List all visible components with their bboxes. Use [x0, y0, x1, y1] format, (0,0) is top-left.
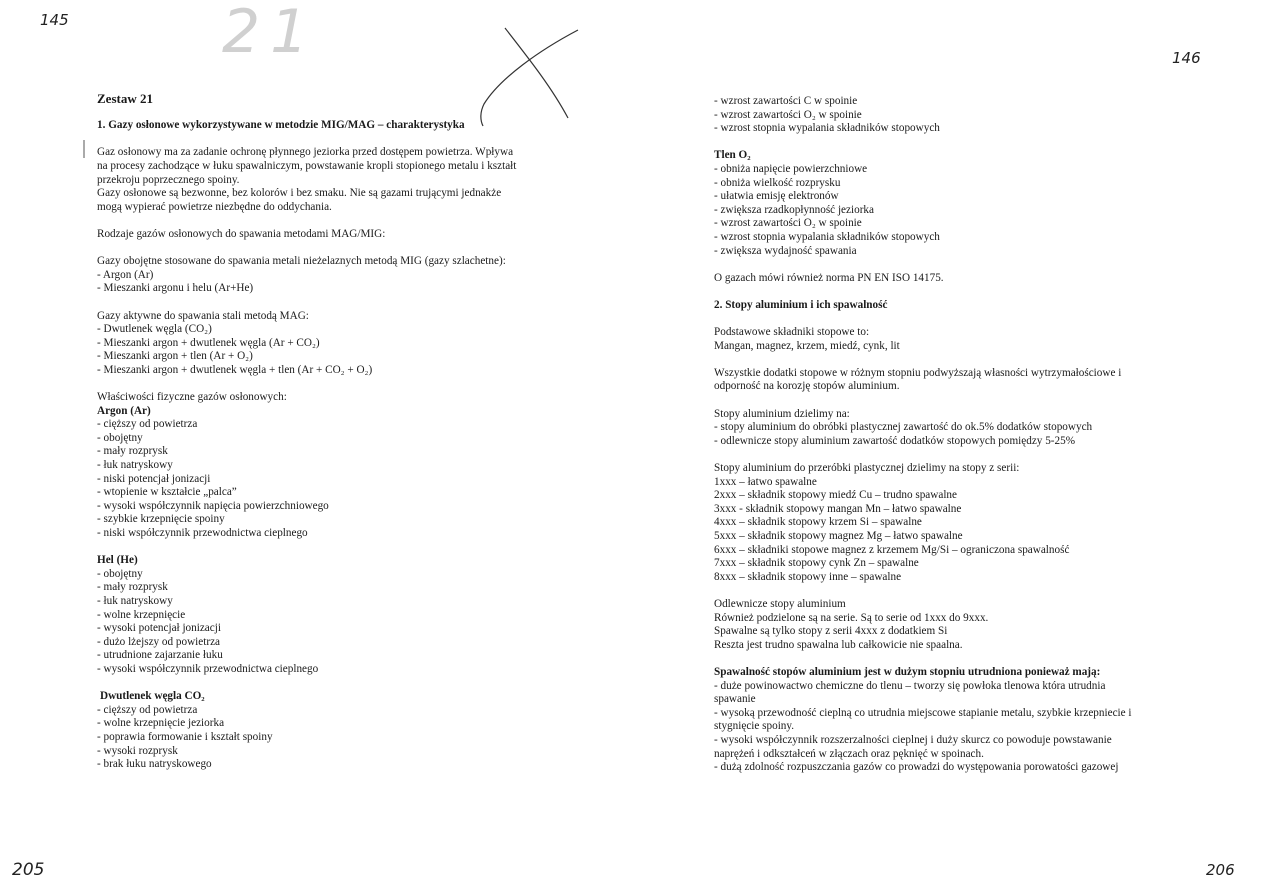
list-item: - łuk natryskowy	[97, 594, 173, 607]
list-item: - szybkie krzepnięcie spoiny	[97, 513, 225, 526]
list-item: - mały rozprysk	[97, 445, 168, 458]
left-page	[97, 92, 657, 772]
series-item: 4xxx – składnik stopowy krzem Si – spawalne	[714, 516, 922, 529]
additives-text: Wszystkie dodatki stopowe w różnym stopniu podwyższają własności wytrzymałościowe i	[714, 366, 1122, 379]
list-item: - Mieszanki argon + dwutlenek węgla + tlen (Ar + CO₂ + O₂)	[97, 363, 373, 376]
list-item: - duże powinowactwo chemiczne do tlenu – tworzy się powłoka tlenowa która utrudnia	[714, 679, 1106, 692]
list-item: - zwiększa wydajność spawania	[714, 244, 857, 257]
basic-items: Mangan, magnez, krzem, miedź, cynk, lit	[714, 339, 900, 352]
norm-text: O gazach mówi również norma PN EN ISO 14175.	[714, 271, 944, 284]
list-item: - obojętny	[97, 431, 143, 444]
divide-heading: Stopy aluminium dzielimy na:	[714, 407, 850, 420]
list-item: - brak łuku natryskowego	[97, 758, 212, 771]
list-item: spawanie	[714, 693, 756, 706]
list-item: - niski potencjał jonizacji	[97, 472, 211, 485]
list-item: - wysoki rozprysk	[97, 744, 178, 757]
section2-heading: 2. Stopy aluminium i ich spawalność	[714, 298, 888, 311]
list-item: - wysoki współczynnik napięcia powierzchniowego	[97, 499, 329, 512]
list-item: - wysoki współczynnik rozszerzalności cieplnej i duży skurcz co powoduje powstawanie	[714, 733, 1112, 746]
list-item: - wzrost zawartości C w spoinie	[714, 95, 858, 107]
series-item: 6xxx – składniki stopowe magnez z krzemem Mg/Si – ograniczona spawalność	[714, 543, 1070, 556]
oxygen-heading: Tlen O₂	[714, 149, 751, 162]
list-item: - wysoki współczynnik przewodnictwa cieplnego	[97, 662, 319, 675]
set-title: Zestaw 21	[97, 91, 153, 106]
series-item: 1xxx – łatwo spawalne	[714, 475, 817, 488]
list-item: - wzrost zawartości O₂ w spoinie	[714, 108, 862, 121]
list-item: - wolne krzepnięcie jeziorka	[97, 717, 225, 730]
list-item: - wzrost zawartości O₂ w spoinie	[714, 217, 862, 230]
list-item: - ułatwia emisję elektronów	[714, 190, 839, 203]
series-item: 5xxx – składnik stopowy magnez Mg – łatwo spawalne	[714, 530, 963, 542]
list-item: - wysoki potencjał jonizacji	[97, 622, 221, 635]
list-item: - obniża wielkość rozprysku	[714, 176, 841, 189]
page-number-top-left: 145	[40, 11, 69, 29]
faint-stamp: 21	[222, 0, 319, 67]
list-item: - Mieszanki argonu i helu (Ar+He)	[97, 282, 254, 295]
list-item: - dużo lżejszy od powietrza	[97, 635, 221, 648]
weld-heading: Spawalność stopów aluminium jest w dużym stopniu utrudniona ponieważ mają:	[714, 665, 1101, 678]
list-item: - zwiększa rzadkopłynność jeziorka	[714, 203, 874, 216]
list-item: - poprawia formowanie i kształt spoiny	[97, 730, 273, 743]
page-number-bottom-right: 206	[1206, 861, 1235, 879]
list-item: Reszta jest trudno spawalna lub całkowicie nie spaalna.	[714, 638, 963, 651]
list-item: - Mieszanki argon + dwutlenek węgla (Ar + CO₂)	[97, 336, 320, 349]
list-item: - dużą zdolność rozpuszczania gazów co prowadzi do występowania porowatości gazowej	[714, 761, 1119, 774]
page-number-bottom-left: 205	[12, 860, 45, 880]
helium-heading: Hel (He)	[97, 554, 138, 567]
list-item: - niski współczynnik przewodnictwa cieplnego	[97, 527, 308, 539]
argon-heading: Argon (Ar)	[97, 404, 151, 417]
list-item: - wtopienie w kształcie „palca”	[97, 486, 237, 499]
list-item: Również podzielone są na serie. Są to serie od 1xxx do 9xxx.	[714, 611, 989, 624]
intro-paragraph: Gaz osłonowy ma za zadanie ochronę płynnego jeziorka przed dostępem powietrza. Wpływa na procesy zachodzące w łuku spawalniczym, powstawanie kropli stopionego metalu i kształt przekroju poprzecznego spoiny. Gazy osłonowe są bezwonne, bez kolorów i bez smaku. Nie są gazami trującymi jednakże mogą wypierać powietrze niezbędne do oddychania.	[97, 146, 517, 213]
list-item: - cięższy od powietrza	[97, 703, 198, 716]
list-item: stygnięcie spoiny.	[714, 720, 795, 733]
right-page	[714, 95, 1174, 775]
series-heading: Stopy aluminium do przeróbki plastycznej dzielimy na stopy z serii:	[714, 462, 1020, 475]
inert-heading: Gazy obojętne stosowane do spawania metali nieżelaznych metodą MIG (gazy szlachetne):	[97, 255, 506, 268]
page-number-top-right: 146	[1172, 49, 1201, 67]
series-item: 2xxx – składnik stopowy miedź Cu – trudno spawalne	[714, 489, 957, 502]
additives-text: odporność na korozję stopów aluminium.	[714, 380, 900, 393]
list-item: - Dwutlenek węgla (CO₂)	[97, 323, 212, 336]
list-item: - stopy aluminium do obróbki plastycznej zawartość do ok.5% dodatków stopowych	[714, 421, 1093, 434]
list-item: - wzrost stopnia wypalania składników stopowych	[714, 122, 940, 135]
list-item: naprężeń i odkształceń w złączach oraz pęknięć w spoinach.	[714, 747, 984, 760]
list-item: - wzrost stopnia wypalania składników stopowych	[714, 230, 940, 243]
active-heading: Gazy aktywne do spawania stali metodą MAG:	[97, 309, 309, 322]
list-item: - Mieszanki argon + tlen (Ar + O₂)	[97, 350, 253, 363]
list-item: - utrudnione zajarzanie łuku	[97, 649, 223, 662]
series-item: 8xxx – składnik stopowy inne – spawalne	[714, 570, 902, 583]
list-item: - łuk natryskowy	[97, 459, 173, 472]
list-item: - wolne krzepnięcie	[97, 608, 186, 621]
basic-heading: Podstawowe składniki stopowe to:	[714, 326, 870, 339]
list-item: - odlewnicze stopy aluminium zawartość dodatków stopowych pomiędzy 5-25%	[714, 434, 1076, 447]
series-item: 7xxx – składnik stopowy cynk Zn – spawalne	[714, 557, 919, 570]
list-item: - obojętny	[97, 567, 143, 580]
series-item: 3xxx - składnik stopowy mangan Mn – łatwo spawalne	[714, 502, 962, 515]
cast-heading: Odlewnicze stopy aluminium	[714, 597, 846, 610]
props-heading: Właściwości fizyczne gazów osłonowych:	[97, 391, 287, 404]
types-heading: Rodzaje gazów osłonowych do spawania metodami MAG/MIG:	[97, 227, 386, 240]
list-item: Spawalne są tylko stopy z serii 4xxx z dodatkiem Si	[714, 625, 948, 638]
list-item: - obniża napięcie powierzchniowe	[714, 162, 868, 175]
list-item: - wysoką przewodność cieplną co utrudnia miejscowe stapianie metalu, szybkie krzepniecie i	[714, 706, 1132, 719]
list-item: - mały rozprysk	[97, 581, 168, 594]
list-item: - Argon (Ar)	[97, 268, 154, 281]
co2-heading: Dwutlenek węgla CO₂	[100, 690, 205, 703]
section1-heading: 1. Gazy osłonowe wykorzystywane w metodzie MIG/MAG – charakterystyka	[97, 119, 465, 132]
list-item: - cięższy od powietrza	[97, 418, 198, 431]
